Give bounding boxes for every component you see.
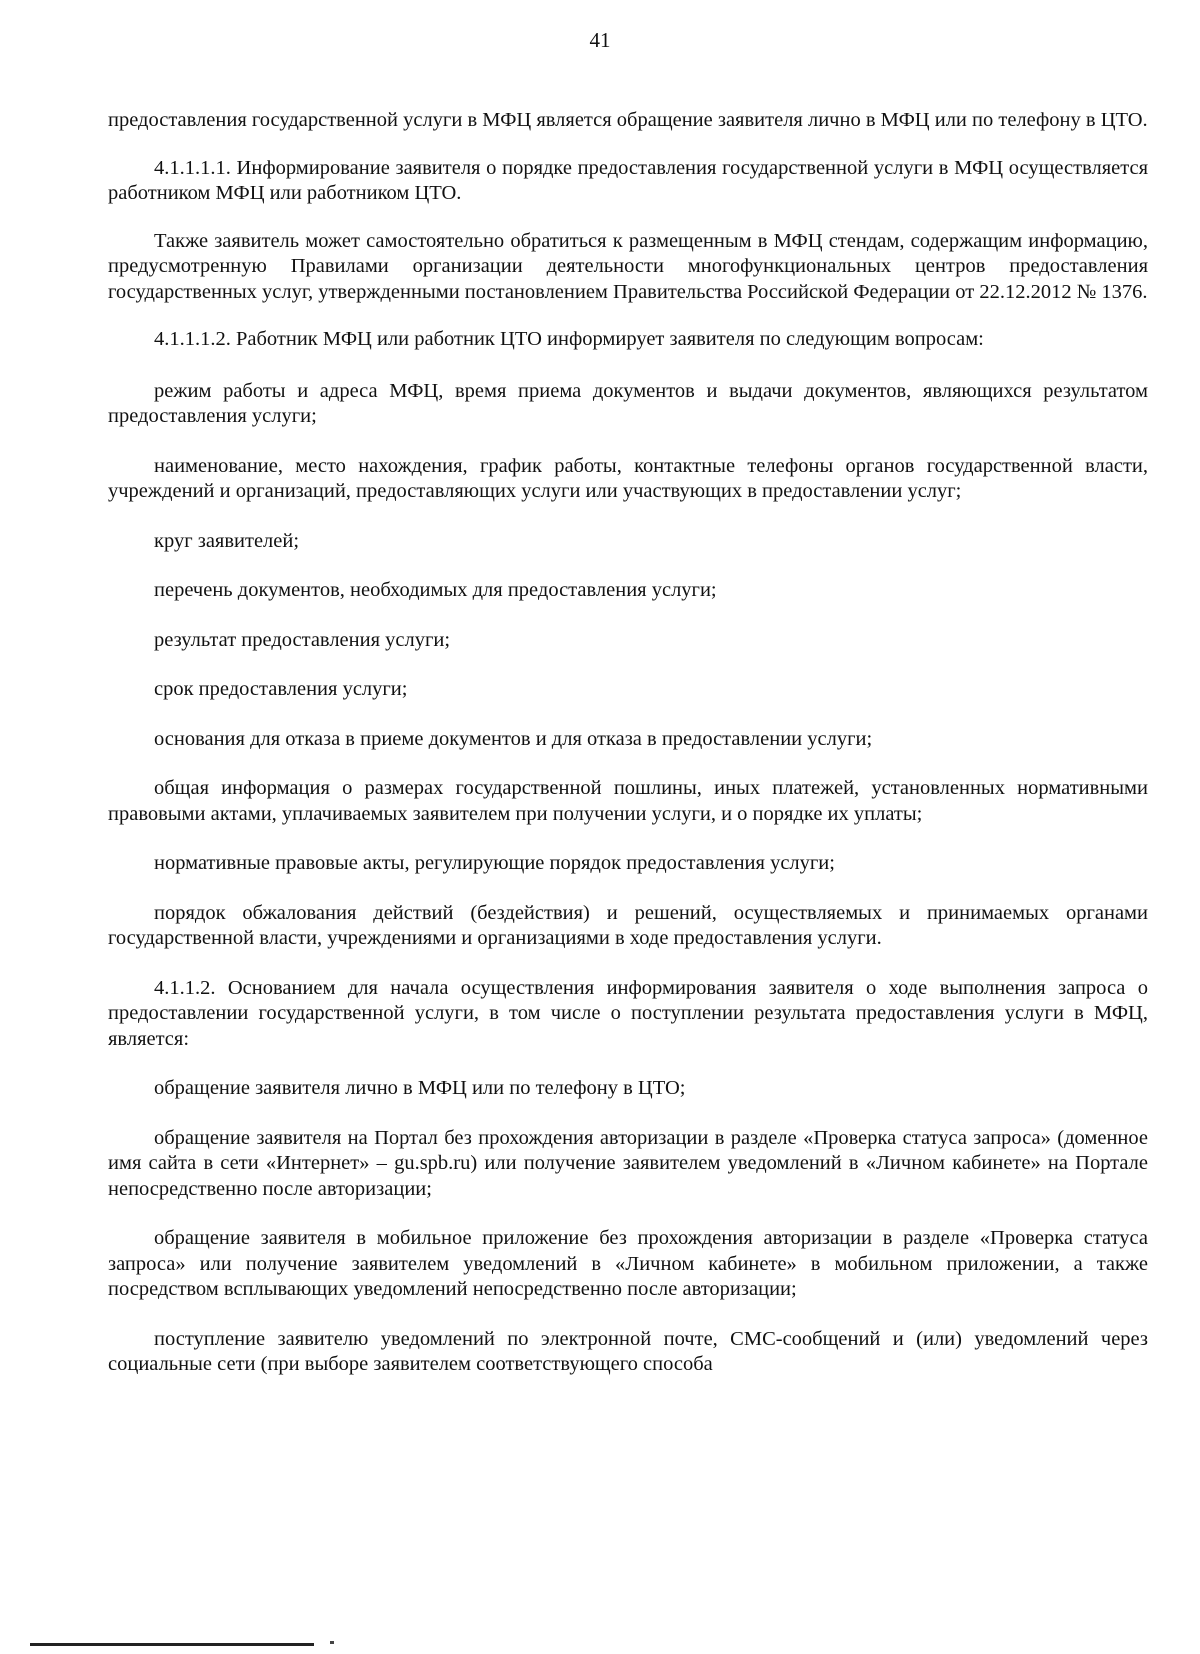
list-item-mobile-app: обращение заявителя в мобильное приложение без прохождения авторизации в разделе «Проверка статуса запроса» или получение заявителем уведомлений в «Личном кабинете» в мобильном приложении, а также посредством всплывающих уведомлений непосредственно после авторизации; <box>108 1227 1148 1300</box>
list-item-legal-acts: нормативные правовые акты, регулирующие порядок предоставления услуги; <box>154 852 835 874</box>
paragraph-information-stands: Также заявитель может самостоятельно обратиться к размещенным в МФЦ стендам, содержащим информацию, предусмотренную Правилами организации деятельности многофункциональных центров предоставления государственных услуг, утвержденными постановлением Правительства Российской Федерации от 22.12.2012 № 1376. <box>108 229 1148 303</box>
list-item-applicants: круг заявителей; <box>154 529 300 552</box>
page-number: 41 <box>589 28 611 52</box>
footer-rule <box>30 1643 314 1646</box>
paragraph-clause-4-1-1-1-1: 4.1.1.1.1. Информирование заявителя о порядке предоставления государственной услуги в МФЦ осуществляется работником МФЦ или работником ЦТО. <box>108 156 1148 204</box>
list-item-notifications: поступление заявителю уведомлений по электронной почте, СМС-сообщений и (или) уведомлений через социальные сети (при выборе заявителем соответствующего способа <box>108 1327 1148 1375</box>
list-item-fees: общая информация о размерах государственной пошлины, иных платежей, установленных нормативными правовыми актами, уплачиваемых заявителем при получении услуги, и о порядке их уплаты; <box>108 777 1148 825</box>
list-item-documents: перечень документов, необходимых для предоставления услуги; <box>154 579 717 601</box>
list-item-result: результат предоставления услуги; <box>154 628 451 651</box>
list-item-portal-request: обращение заявителя на Портал без прохождения авторизации в разделе «Проверка статуса запроса» (доменное имя сайта в сети «Интернет» – gu.spb.ru) или получение заявителем уведомлений в «Личном кабинете» на Портале непосредственно после авторизации; <box>108 1126 1148 1200</box>
list-item-refusal-grounds: основания для отказа в приеме документов и для отказа в предоставлении услуги; <box>154 727 873 750</box>
paragraph-continuation: предоставления государственной услуги в МФЦ является обращение заявителя лично в МФЦ или по телефону в ЦТО. <box>108 109 1148 131</box>
document-body <box>108 108 1148 1378</box>
paragraph-clause-4-1-1-2: 4.1.1.2. Основанием для начала осуществления информирования заявителя о ходе выполнения запроса о предоставлении государственной услуги, в том числе о поступлении результата предоставления услуги в МФЦ, является: <box>108 976 1148 1050</box>
list-item-appeal: порядок обжалования действий (бездействия) и решений, осуществляемых и принимаемых органами государственной власти, учреждениями и организациями в ходе предоставления услуги. <box>108 901 1148 949</box>
list-item-term: срок предоставления услуги; <box>154 678 408 700</box>
list-item-authorities: наименование, место нахождения, график работы, контактные телефоны органов государственной власти, учреждений и организаций, предоставляющих услуги или участвующих в предоставлении услуг; <box>108 454 1148 502</box>
paragraph-clause-4-1-1-1-2: 4.1.1.1.2. Работник МФЦ или работник ЦТО информирует заявителя по следующим вопросам: <box>154 328 984 350</box>
list-item-personal-request: обращение заявителя лично в МФЦ или по телефону в ЦТО; <box>154 1077 686 1099</box>
footer-mark <box>330 1641 334 1644</box>
list-item-working-hours: режим работы и адреса МФЦ, время приема документов и выдачи документов, являющихся результатом предоставления услуги; <box>108 379 1148 427</box>
